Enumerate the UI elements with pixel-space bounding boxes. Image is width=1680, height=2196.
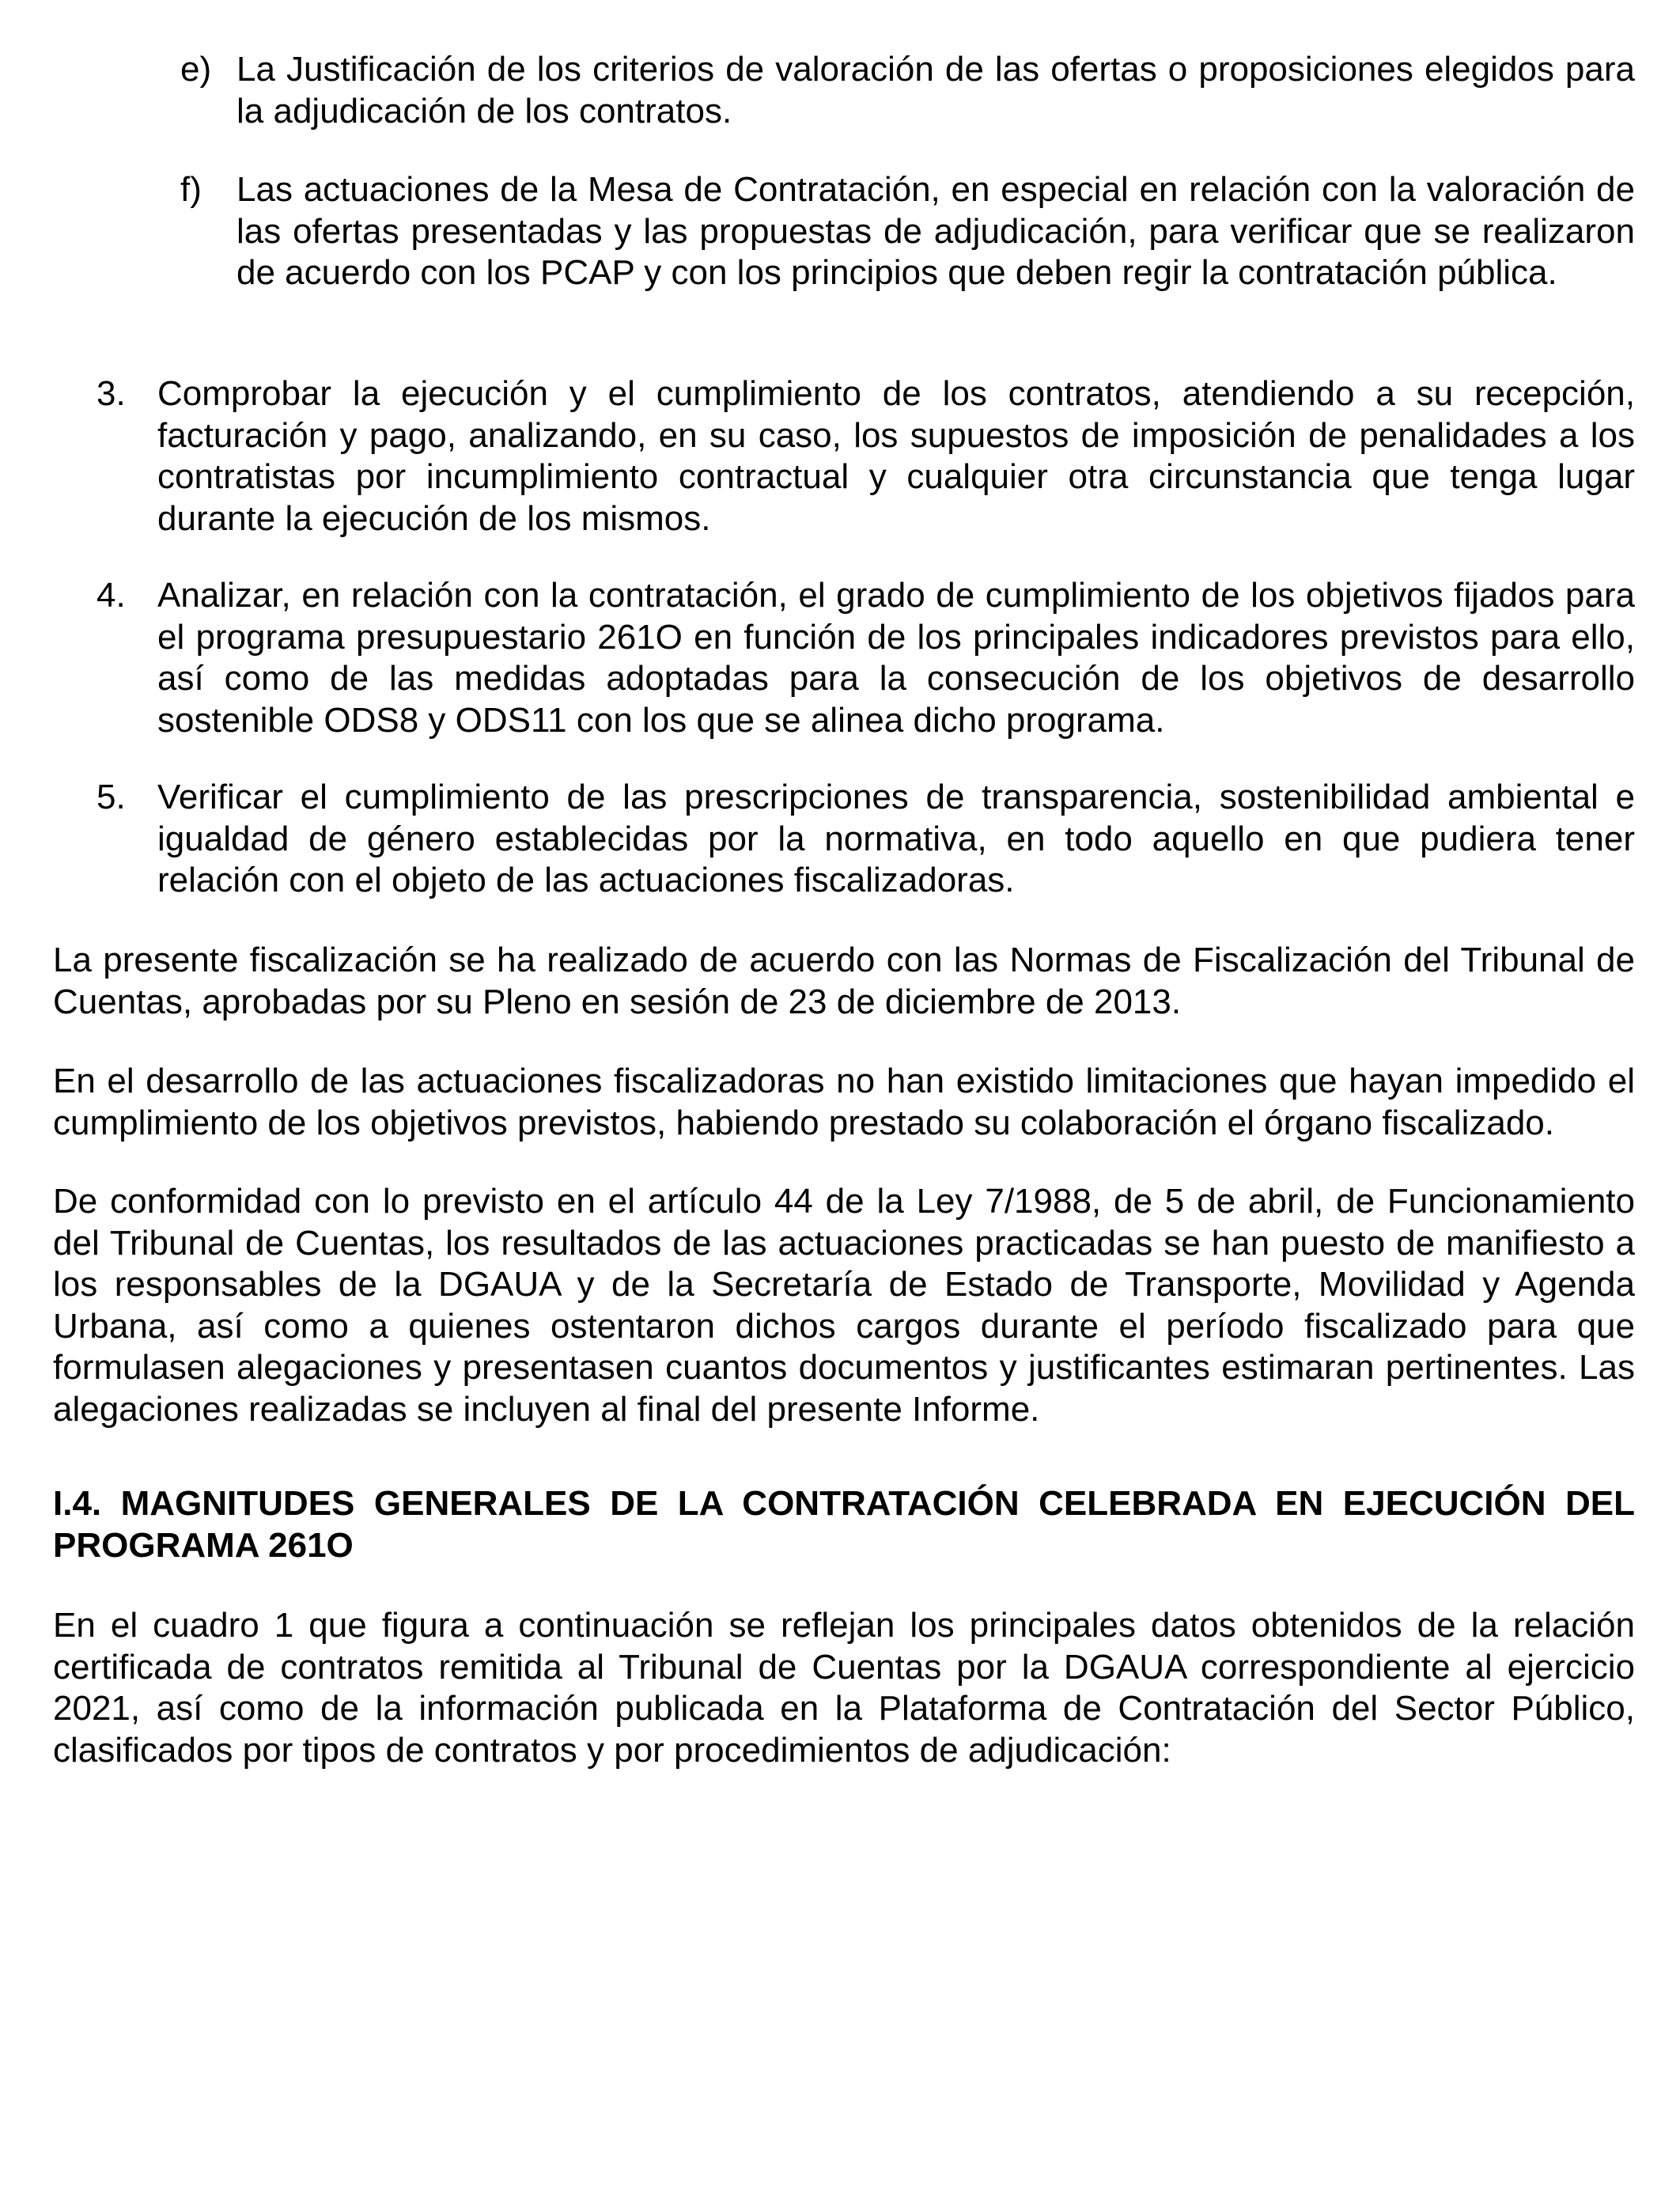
section-heading: I.4. MAGNITUDES GENERALES DE LA CONTRATACIÓN CELEBRADA EN EJECUCIÓN DEL PROGRAMA 261O bbox=[53, 1484, 1635, 1565]
paragraph: En el cuadro 1 que figura a continuación se reflejan los principales datos obtenidos de la relación certificada de contratos remitida al Tribunal de Cuentas por la DGAUA correspondiente al ejercicio 2021, así como de la información publicada en la Plataforma de Contratación del Sector Público, clasificados por tipos de contratos y por procedimientos de adjudicación: bbox=[53, 1606, 1635, 1770]
paragraph: La presente fiscalización se ha realizado de acuerdo con las Normas de Fiscalización del Tribunal de Cuentas, aprobadas por su Pleno en sesión de 23 de diciembre de 2013. bbox=[53, 941, 1635, 1021]
list-item-label: e) bbox=[180, 50, 212, 89]
list-item-label: 5. bbox=[96, 778, 126, 816]
list-item-text: La Justificación de los criterios de valoración de las ofertas o proposiciones elegidos para la adjudicación de los contratos. bbox=[236, 50, 1635, 131]
list-item-text: Analizar, en relación con la contratación, el grado de cumplimiento de los objetivos fijados para el programa presupuestario 261O en función de los principales indicadores previstos para ello, así como de las medidas adoptadas para la consecución de los objetivos de desarrollo sostenible ODS8 y ODS11 con los que se alinea dicho programa. bbox=[157, 576, 1635, 740]
list-item-text: Las actuaciones de la Mesa de Contratación, en especial en relación con la valoración de las ofertas presentadas y las propuestas de adjudicación, para verificar que se realizaron de acuerdo con los PCAP y con los principios que deben regir la contratación pública. bbox=[236, 170, 1635, 292]
paragraph: En el desarrollo de las actuaciones fiscalizadoras no han existido limitaciones que hayan impedido el cumplimiento de los objetivos previstos, habiendo prestado su colaboración el órgano fiscalizado. bbox=[53, 1062, 1635, 1142]
list-item-text: Verificar el cumplimiento de las prescripciones de transparencia, sostenibilidad ambiental e igualdad de género establecidas por la normativa, en todo aquello en que pudiera tener relación con el objeto de las actuaciones fiscalizadoras. bbox=[157, 778, 1635, 899]
list-item-label: 3. bbox=[96, 374, 126, 413]
list-item-text: Comprobar la ejecución y el cumplimiento de los contratos, atendiendo a su recepción, facturación y pago, analizando, en su caso, los supuestos de imposición de penalidades a los contratistas por incumplimiento contractual y cualquier otra circunstancia que tenga lugar durante la ejecución de los mismos. bbox=[157, 374, 1635, 538]
list-item-label: 4. bbox=[96, 576, 126, 615]
list-item-label: f) bbox=[180, 170, 202, 209]
paragraph: De conformidad con lo previsto en el artículo 44 de la Ley 7/1988, de 5 de abril, de Funcionamiento del Tribunal de Cuentas, los resultados de las actuaciones practicadas se han puesto de manifiesto a los responsables de la DGAUA y de la Secretaría de Estado de Transporte, Movilidad y Agenda Urbana, así como a quienes ostentaron dichos cargos durante el período fiscalizado para que formulasen alegaciones y presentasen cuantos documentos y justificantes estimaran pertinentes. Las alegaciones realizadas se incluyen al final del presente Informe. bbox=[53, 1182, 1635, 1429]
